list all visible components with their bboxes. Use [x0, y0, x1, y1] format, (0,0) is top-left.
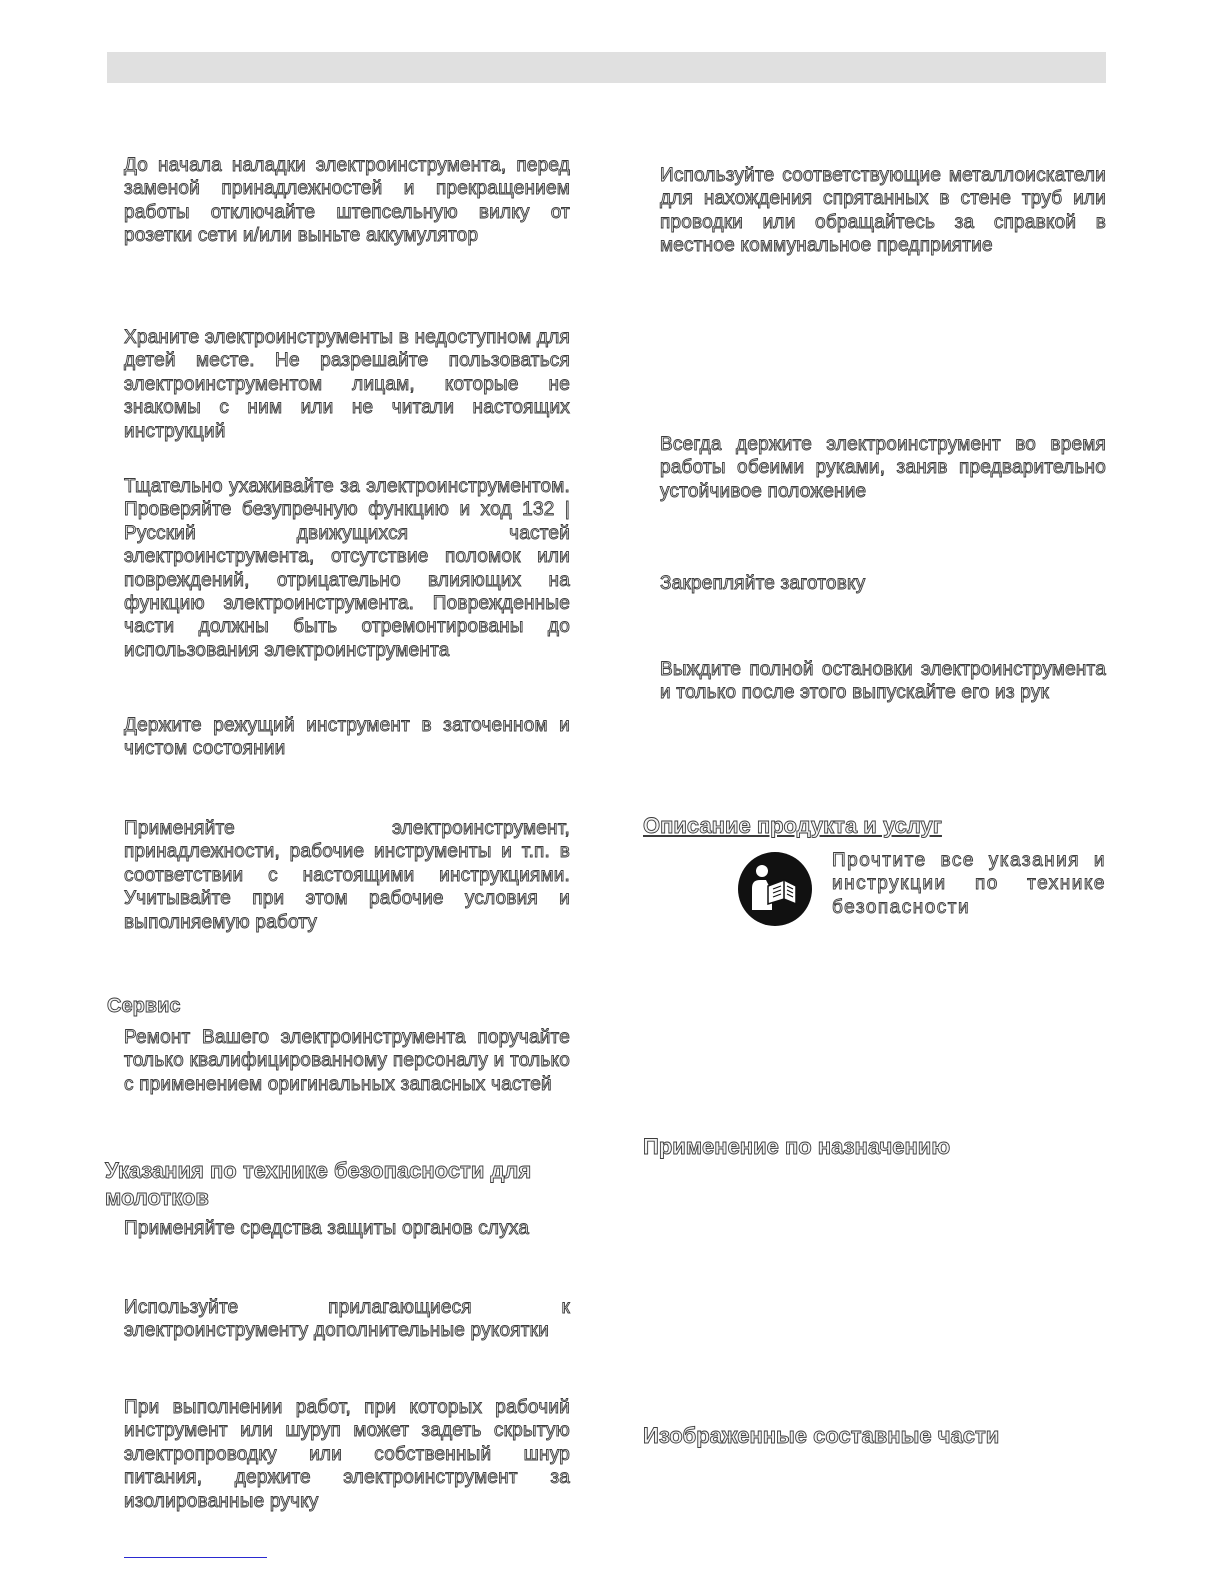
- product-description-heading: Описание продукта и услуг: [643, 813, 942, 838]
- intended-use-heading: Применение по назначению: [643, 1134, 951, 1159]
- safety-paragraph-maintenance: Тщательно ухаживайте за электроинструментом. Проверяйте безупречную функцию и ход 132 | Русский движущихся частей электроинструмента, отсутствие поломок или повреждений, отрицательно влияющих на функцию электроинструмента. Поврежденные части должны быть отремонтированы до использования электроинструмента: [124, 476, 570, 661]
- safety-paragraph-storage: Храните электроинструменты в недоступном для детей месте. Не разрешайте пользоваться электроинструментом лицам, которые не знакомы с ним или не читали настоящих инструкций: [124, 327, 570, 442]
- read-instructions-text: Прочтите все указания и инструкции по технике безопасности: [832, 850, 1106, 918]
- safety-paragraph-cutting-tools: Держите режущий инструмент в заточенном и чистом состоянии: [124, 715, 570, 760]
- safety-paragraph-usage: Применяйте электроинструмент, принадлежности, рабочие инструменты и т.п. в соответствии с настоящими инструкциями. Учитывайте при этом рабочие условия и выполняемую работу: [124, 818, 570, 933]
- safety-paragraph-hidden-wiring: При выполнении работ, при которых рабочий инструмент или шуруп может задеть скрытую электропроводку или собственный шнур питания, держите электроинструмент за изолированные ручку: [124, 1397, 570, 1512]
- safety-paragraph-hearing: Применяйте средства защиты органов слуха: [124, 1218, 530, 1239]
- header-bar: [107, 52, 1106, 83]
- hammer-safety-heading: Указания по технике безопасности для молотков: [105, 1158, 532, 1210]
- service-paragraph: Ремонт Вашего электроинструмента поручайте только квалифицированному персоналу и только с применением оригинальных запасных частей: [124, 1027, 570, 1095]
- read-manual-icon: [738, 852, 812, 926]
- components-heading: Изображенные составные части: [643, 1423, 1000, 1448]
- safety-paragraph-two-hands: Всегда держите электроинструмент во время работы обеими руками, заняв предварительно устойчивое положение: [660, 434, 1106, 502]
- safety-paragraph-stop: Выждите полной остановки электроинструмента и только после этого выпускайте его из рук: [660, 659, 1106, 704]
- safety-paragraph-workpiece: Закрепляйте заготовку: [660, 573, 866, 594]
- service-heading: Сервис: [107, 995, 181, 1017]
- safety-paragraph-detectors: Используйте соответствующие металлоискатели для нахождения спрятанных в стене труб или проводки или обращайтесь за справкой в местное коммунальное предприятие: [660, 165, 1106, 257]
- safety-paragraph-handles: Используйте прилагающиеся к электроинструменту дополнительные рукоятки: [124, 1297, 570, 1342]
- safety-paragraph-unplug: До начала наладки электроинструмента, перед заменой принадлежностей и прекращением работы отключайте штепсельную вилку от розетки сети и/или выньте аккумулятор: [124, 155, 570, 247]
- footer-line: [124, 1557, 267, 1558]
